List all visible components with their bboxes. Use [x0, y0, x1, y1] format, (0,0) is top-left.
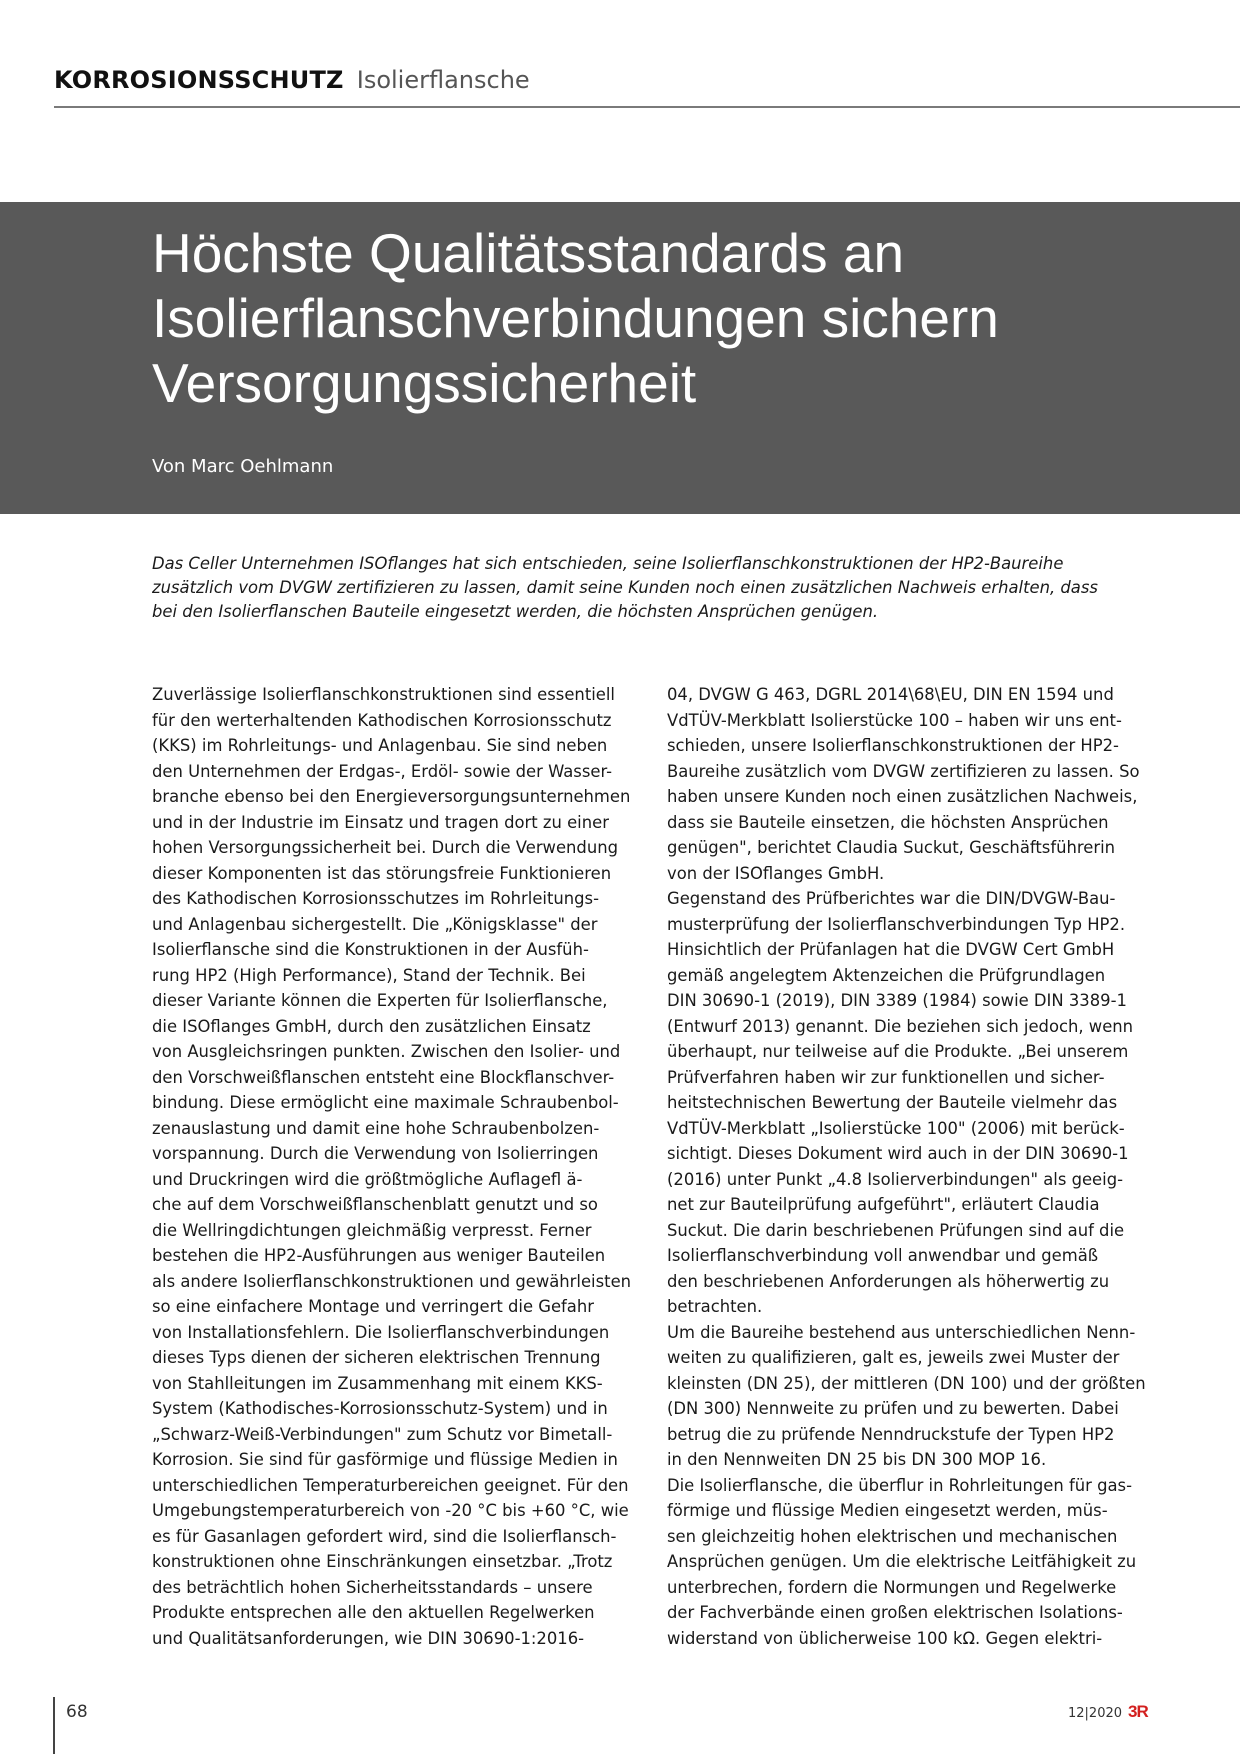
- lead-line: bei den Isolierflanschen Bauteile eingesetzt werden, die höchsten Ansprüchen genügen.: [152, 602, 879, 621]
- body-text-line: den beschriebenen Anforderungen als höherwertig zu: [667, 1271, 1110, 1291]
- body-text-line: „Schwarz-Weiß-Verbindungen" zum Schutz vor Bimetall-: [152, 1424, 613, 1444]
- body-text-line: für den werterhaltenden Kathodischen Korrosionsschutz: [152, 710, 612, 730]
- body-text-line: Isolierflanschverbindung voll anwendbar und gemäß: [667, 1246, 1099, 1265]
- body-text-line: gemäß angelegtem Aktenzeichen die Prüfgrundlagen: [667, 965, 1106, 985]
- body-text-line: Baureihe zusätzlich vom DVGW zertifizieren zu lassen. So: [667, 761, 1140, 781]
- lead-paragraph: [152, 552, 1155, 624]
- body-column-right: [667, 682, 1155, 1651]
- body-text-line: bindung. Diese ermöglicht eine maximale Schraubenbol-: [152, 1093, 619, 1112]
- body-text-line: kleinsten (DN 25), der mittleren (DN 100) und der größten: [667, 1373, 1146, 1393]
- body-text-line: und in der Industrie im Einsatz und tragen dort zu einer: [152, 812, 609, 832]
- body-text-line: musterprüfung der Isolierflanschverbindungen Typ HP2.: [667, 914, 1126, 934]
- body-text-line: schieden, unsere Isolierflanschkonstruktionen der HP2-: [667, 736, 1119, 755]
- body-text-line: es für Gasanlagen gefordert wird, sind die Isolierflansch-: [152, 1526, 617, 1546]
- title-line: Isolierflanschverbindungen sichern: [152, 287, 999, 349]
- body-text-line: unterschiedlichen Temperaturbereichen geeignet. Für den: [152, 1475, 629, 1495]
- body-text-line: rung HP2 (High Performance), Stand der Technik. Bei: [152, 965, 586, 985]
- body-text-line: Zuverlässige Isolierflanschkonstruktionen sind essentiell: [152, 685, 615, 704]
- body-text-line: weiten zu qualifizieren, galt es, jeweils zwei Muster der: [667, 1348, 1120, 1367]
- body-text-line: 04, DVGW G 463, DGRL 2014\68\EU, DIN EN 1594 und: [667, 685, 1114, 704]
- lead-line: Das Celler Unternehmen ISOflanges hat sich entschieden, seine Isolierflanschkonstruktionen der HP2-Baureihe: [152, 554, 1064, 573]
- body-text-line: sichtigt. Dieses Dokument wird auch in der DIN 30690-1: [667, 1144, 1129, 1163]
- body-text-line: (Entwurf 2013) genannt. Die beziehen sich jedoch, wenn: [667, 1016, 1134, 1036]
- body-text-line: und Anlagenbau sichergestellt. Die „Königsklasse" der: [152, 914, 598, 934]
- body-text-line: von Installationsfehlern. Die Isolierflanschverbindungen: [152, 1322, 610, 1342]
- body-text-line: des beträchtlich hohen Sicherheitsstandards – unsere: [152, 1577, 593, 1597]
- subsection-label: Isolierflansche: [356, 66, 530, 94]
- body-text-line: betrachten.: [667, 1297, 763, 1316]
- body-text-line: VdTÜV-Merkblatt Isolierstücke 100 – haben wir uns ent-: [667, 710, 1122, 730]
- body-text-line: bestehen die HP2-Ausführungen aus weniger Bauteilen: [152, 1246, 606, 1265]
- body-text-line: Gegenstand des Prüfberichtes war die DIN/DVGW-Bau-: [667, 889, 1116, 908]
- title-line: Höchste Qualitätsstandards an: [152, 222, 905, 284]
- body-text-line: Umgebungstemperaturbereich von -20 °C bis +60 °C, wie: [152, 1501, 629, 1520]
- body-text-line: dass sie Bauteile einsetzen, die höchsten Ansprüchen: [667, 812, 1109, 832]
- body-text-line: dieser Variante können die Experten für Isolierflansche,: [152, 991, 608, 1010]
- section-label: KORROSIONSSCHUTZ: [54, 66, 344, 94]
- title-line: Versorgungssicherheit: [152, 352, 697, 414]
- body-text-line: die ISOflanges GmbH, durch den zusätzlichen Einsatz: [152, 1016, 591, 1036]
- body-text-line: unterbrechen, fordern die Normungen und Regelwerke: [667, 1577, 1117, 1597]
- body-text-line: von Ausgleichsringen punkten. Zwischen den Isolier- und: [152, 1042, 621, 1061]
- body-text-line: und Druckringen wird die größtmögliche Auflagefl ä-: [152, 1169, 583, 1189]
- body-text-line: hohen Versorgungssicherheit bei. Durch die Verwendung: [152, 838, 619, 857]
- page-number: 68: [66, 1702, 88, 1722]
- body-text-line: so eine einfachere Montage und verringert die Gefahr: [152, 1297, 594, 1316]
- body-text-line: sen gleichzeitig hohen elektrischen und mechanischen: [667, 1526, 1118, 1546]
- body-text-line: betrug die zu prüfende Nenndruckstufe der Typen HP2: [667, 1424, 1115, 1444]
- body-text-line: von der ISOflanges GmbH.: [667, 863, 885, 883]
- body-text-line: von Stahlleitungen im Zusammenhang mit einem KKS-: [152, 1373, 603, 1393]
- footer-divider: [53, 1697, 55, 1754]
- body-text-line: Um die Baureihe bestehend aus unterschiedlichen Nenn-: [667, 1322, 1136, 1342]
- body-text-line: in den Nennweiten DN 25 bis DN 300 MOP 16.: [667, 1450, 1047, 1469]
- body-text-line: heitstechnischen Bewertung der Bauteile vielmehr das: [667, 1093, 1118, 1112]
- header-divider: [54, 106, 1240, 108]
- body-text-line: VdTÜV-Merkblatt „Isolierstücke 100" (2006) mit berück-: [667, 1118, 1125, 1138]
- body-text-line: Korrosion. Sie sind für gasförmige und flüssige Medien in: [152, 1450, 618, 1469]
- article-title: [152, 221, 1212, 416]
- body-text-line: förmige und flüssige Medien eingesetzt werden, müs-: [667, 1501, 1108, 1520]
- title-banner: [0, 202, 1240, 514]
- body-text-line: haben unsere Kunden noch einen zusätzlichen Nachweis,: [667, 787, 1138, 806]
- body-text-line: che auf dem Vorschweißflanschenblatt genutzt und so: [152, 1195, 598, 1214]
- body-text-line: den Vorschweißflanschen entsteht eine Blockflanschver-: [152, 1067, 615, 1087]
- body-text-line: (2016) unter Punkt „4.8 Isolierverbindungen" als geeig-: [667, 1169, 1124, 1189]
- body-text-line: genügen", berichtet Claudia Suckut, Geschäftsführerin: [667, 838, 1116, 857]
- body-text-line: branche ebenso bei den Energieversorgungsunternehmen: [152, 787, 631, 806]
- body-text-line: Isolierflansche sind die Konstruktionen in der Ausfüh-: [152, 940, 589, 959]
- body-text-line: des Kathodischen Korrosionsschutzes im Rohrleitungs-: [152, 889, 600, 908]
- body-text-line: DIN 30690-1 (2019), DIN 3389 (1984) sowie DIN 3389-1: [667, 991, 1127, 1010]
- body-text-line: als andere Isolierflanschkonstruktionen und gewährleisten: [152, 1271, 632, 1291]
- body-text-line: Die Isolierflansche, die überflur in Rohrleitungen für gas-: [667, 1475, 1132, 1495]
- body-text-line: Produkte entsprechen alle den aktuellen Regelwerken: [152, 1603, 595, 1622]
- body-text-line: und Qualitätsanforderungen, wie DIN 30690-1:2016-: [152, 1628, 585, 1648]
- body-text-line: (DN 300) Nennweite zu prüfen und zu bewerten. Dabei: [667, 1399, 1119, 1418]
- body-text-line: der Fachverbände einen großen elektrischen Isolations-: [667, 1603, 1123, 1622]
- body-column-left: [152, 682, 640, 1651]
- body-text-line: vorspannung. Durch die Verwendung von Isolierringen: [152, 1144, 599, 1163]
- author-byline: Von Marc Oehlmann: [152, 456, 334, 477]
- body-text-line: den Unternehmen der Erdgas-, Erdöl- sowie der Wasser-: [152, 761, 613, 781]
- publication-logo: 3R: [1128, 1702, 1148, 1721]
- body-text-line: dieses Typs dienen der sicheren elektrischen Trennung: [152, 1348, 601, 1367]
- body-text-line: Suckut. Die darin beschriebenen Prüfungen sind auf die: [667, 1220, 1125, 1240]
- body-text-line: überhaupt, nur teilweise auf die Produkte. „Bei unserem: [667, 1042, 1129, 1061]
- body-text-line: konstruktionen ohne Einschränkungen einsetzbar. „Trotz: [152, 1552, 613, 1571]
- body-text-line: System (Kathodisches-Korrosionsschutz-System) und in: [152, 1399, 608, 1418]
- body-text-line: dieser Komponenten ist das störungsfreie Funktionieren: [152, 863, 612, 883]
- running-header: [54, 66, 530, 96]
- body-text-line: Hinsichtlich der Prüfanlagen hat die DVGW Cert GmbH: [667, 940, 1115, 959]
- body-text-line: zenauslastung und damit eine hohe Schraubenbolzen-: [152, 1118, 600, 1138]
- body-text-line: (KKS) im Rohrleitungs- und Anlagenbau. Sie sind neben: [152, 736, 608, 755]
- body-text-line: Prüfverfahren haben wir zur funktionellen und sicher-: [667, 1067, 1105, 1087]
- issue-label: 12|2020: [1068, 1706, 1123, 1721]
- body-text-line: widerstand von üblicherweise 100 kΩ. Gegen elektri-: [667, 1628, 1103, 1648]
- body-text-line: die Wellringdichtungen gleichmäßig verpresst. Ferner: [152, 1220, 592, 1240]
- lead-line: zusätzlich vom DVGW zertifizieren zu lassen, damit seine Kunden noch einen zusätzlichen Nachweis erhalten, dass: [152, 578, 1098, 597]
- body-text-line: net zur Bauteilprüfung aufgeführt", erläutert Claudia: [667, 1195, 1100, 1214]
- body-text-line: Ansprüchen genügen. Um die elektrische Leitfähigkeit zu: [667, 1552, 1137, 1571]
